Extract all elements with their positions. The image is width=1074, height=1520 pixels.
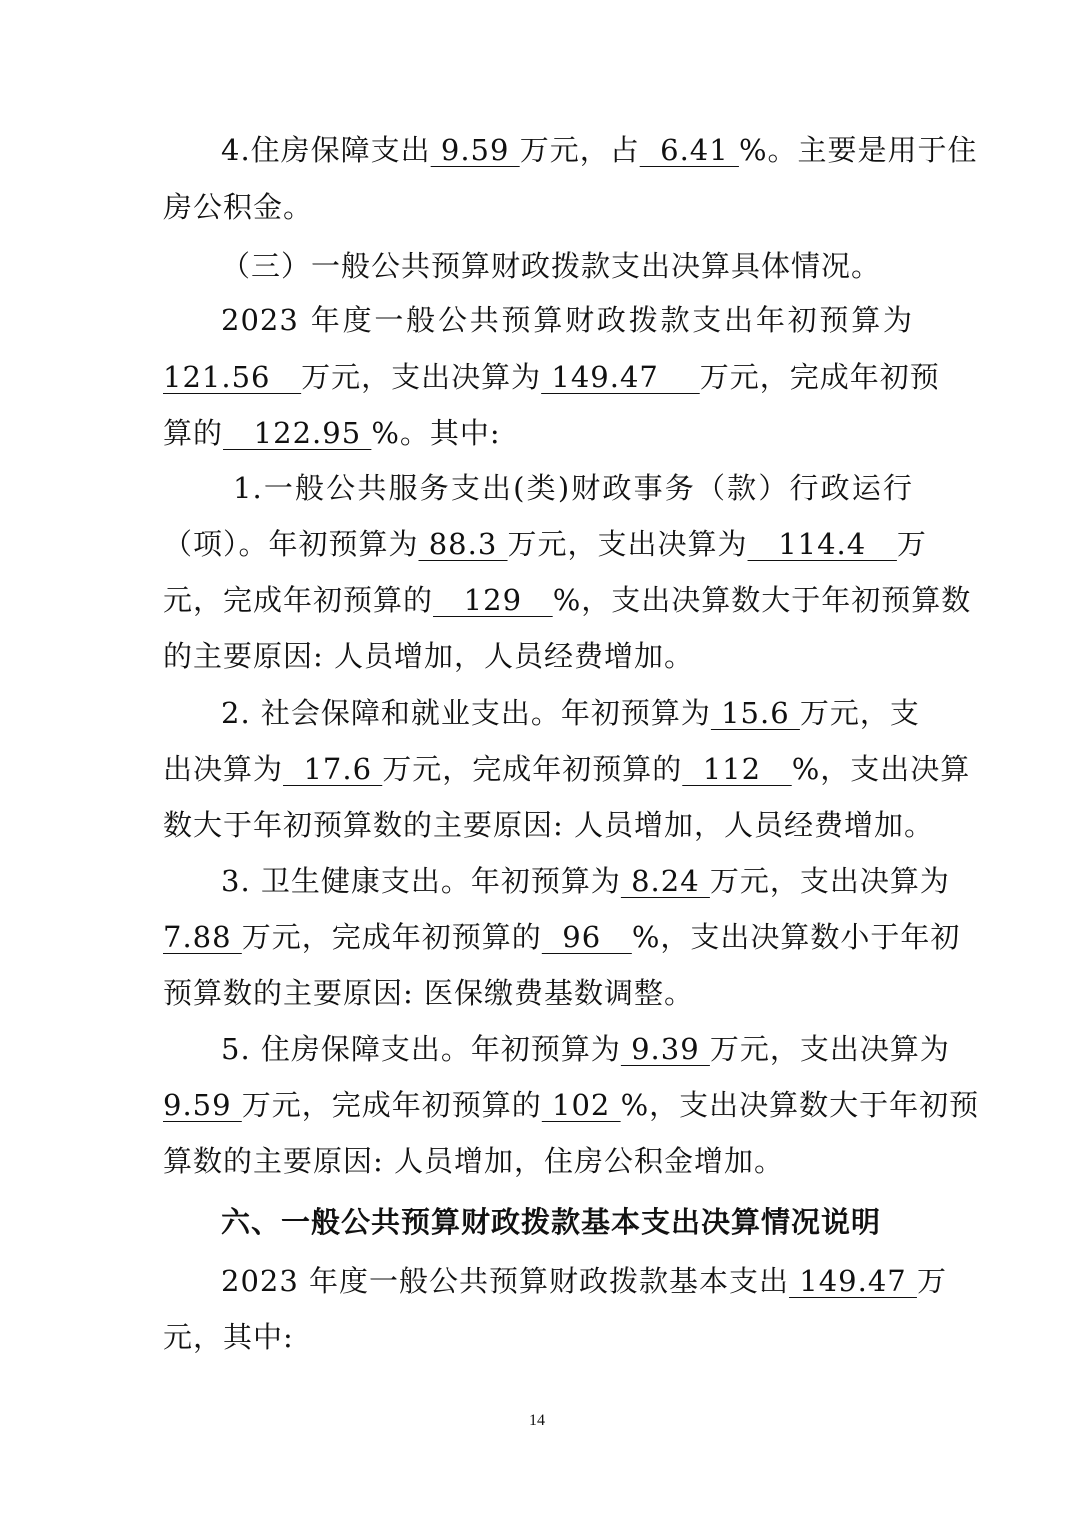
text: 5. 住房保障支出。年初预算为 [221,1032,621,1066]
text: 3. 卫生健康支出。年初预算为 [221,864,621,898]
item5-line1 [221,1025,950,1073]
item3-line1 [221,857,950,905]
text: 2. 社会保障和就业支出。年初预算为 [221,696,711,730]
text: 房公积金。 [163,190,314,224]
text: 1.一般公共服务支出(类)财政事务（款）行政运行 [233,471,913,505]
text: 万元，支出决算为 [709,864,950,898]
item5-line3 [163,1137,913,1185]
overview-line1 [221,296,913,344]
text: %，支出决算数小于年初 [631,920,961,954]
text: 万元，完成年初预算的 [241,1088,542,1122]
text: 算数的主要原因: 人员增加，住房公积金增加。 [163,1144,784,1178]
page-number: 14 [529,1412,545,1429]
basic-line1 [221,1257,947,1305]
text: %。主要是用于住 [738,133,978,167]
text: （项）。年初预算为 [163,527,419,561]
value-actual: 7.88 [163,920,242,954]
text: 万 [896,527,927,561]
item2-line1 [221,689,920,737]
value-actual: 149.47 [541,360,700,394]
text: %，支出决算数大于年初预算数 [552,583,972,617]
item3-line3 [163,969,913,1017]
value-budget: 8.24 [620,864,710,898]
text: 元，完成年初预算的 [163,583,434,617]
text: %，支出决算数大于年初预 [620,1088,980,1122]
text: 万 [916,1264,947,1298]
value-actual: 17.6 [283,752,383,786]
value-budget: 9.39 [620,1032,710,1066]
text: %。其中: [371,416,501,450]
overview-line2 [163,353,940,401]
value-budget: 15.6 [710,696,800,730]
text: 万元，支 [799,696,920,730]
text: 算的 [163,416,224,450]
subheading-text: （三）一般公共预算财政拨款支出决算具体情况。 [221,249,882,283]
value-budget: 88.3 [418,527,508,561]
subheading-3 [221,242,913,290]
paragraph-housing-line2 [163,183,913,231]
text: 万元，完成年初预算的 [382,752,683,786]
value-housing-percent: 6.41 [639,133,739,167]
overview-line3 [163,409,913,457]
text: 万元，完成年初预算的 [241,920,542,954]
text: 元，其中: [163,1320,294,1354]
text: 2023 年度一般公共预算财政拨款支出年初预算为 [221,303,913,337]
paragraph-housing-line1 [221,126,978,174]
heading-text: 六、一般公共预算财政拨款基本支出决算情况说明 [221,1205,882,1239]
text: 万元，占 [519,133,640,167]
text: 的主要原因: 人员增加，人员经费增加。 [163,639,694,673]
item1-line4 [163,632,913,680]
text: 数大于年初预算数的主要原因: 人员增加，人员经费增加。 [163,808,934,842]
text: 出决算为 [163,752,284,786]
value-completion: 102 [541,1088,621,1122]
text: 预算数的主要原因: 医保缴费基数调整。 [163,976,694,1010]
value-actual: 9.59 [163,1088,242,1122]
value-housing-amount: 9.59 [430,133,520,167]
basic-line2 [163,1313,913,1361]
heading-6 [221,1198,913,1246]
text: 4.住房保障支出 [221,133,431,167]
text: %，支出决算 [791,752,971,786]
value-completion: 122.95 [223,416,372,450]
item2-line3 [163,801,934,849]
text: 万元，支出决算为 [301,360,542,394]
value-completion: 129 [433,583,553,617]
item2-line2 [163,745,971,793]
item5-line2 [163,1081,980,1129]
value-actual: 114.4 [747,527,897,561]
item1-line2 [163,520,927,568]
item3-line2 [163,913,961,961]
value-completion: 112 [682,752,792,786]
text: 万元，支出决算为 [507,527,748,561]
text: 万元，支出决算为 [709,1032,950,1066]
value-completion: 96 [541,920,632,954]
text: 万元，完成年初预 [699,360,940,394]
item1-line1 [233,464,913,512]
text: 2023 年度一般公共预算财政拨款基本支出 [221,1264,790,1298]
value-budget: 121.56 [163,360,302,394]
value-basic-expenditure: 149.47 [789,1264,917,1298]
item1-line3 [163,576,972,624]
